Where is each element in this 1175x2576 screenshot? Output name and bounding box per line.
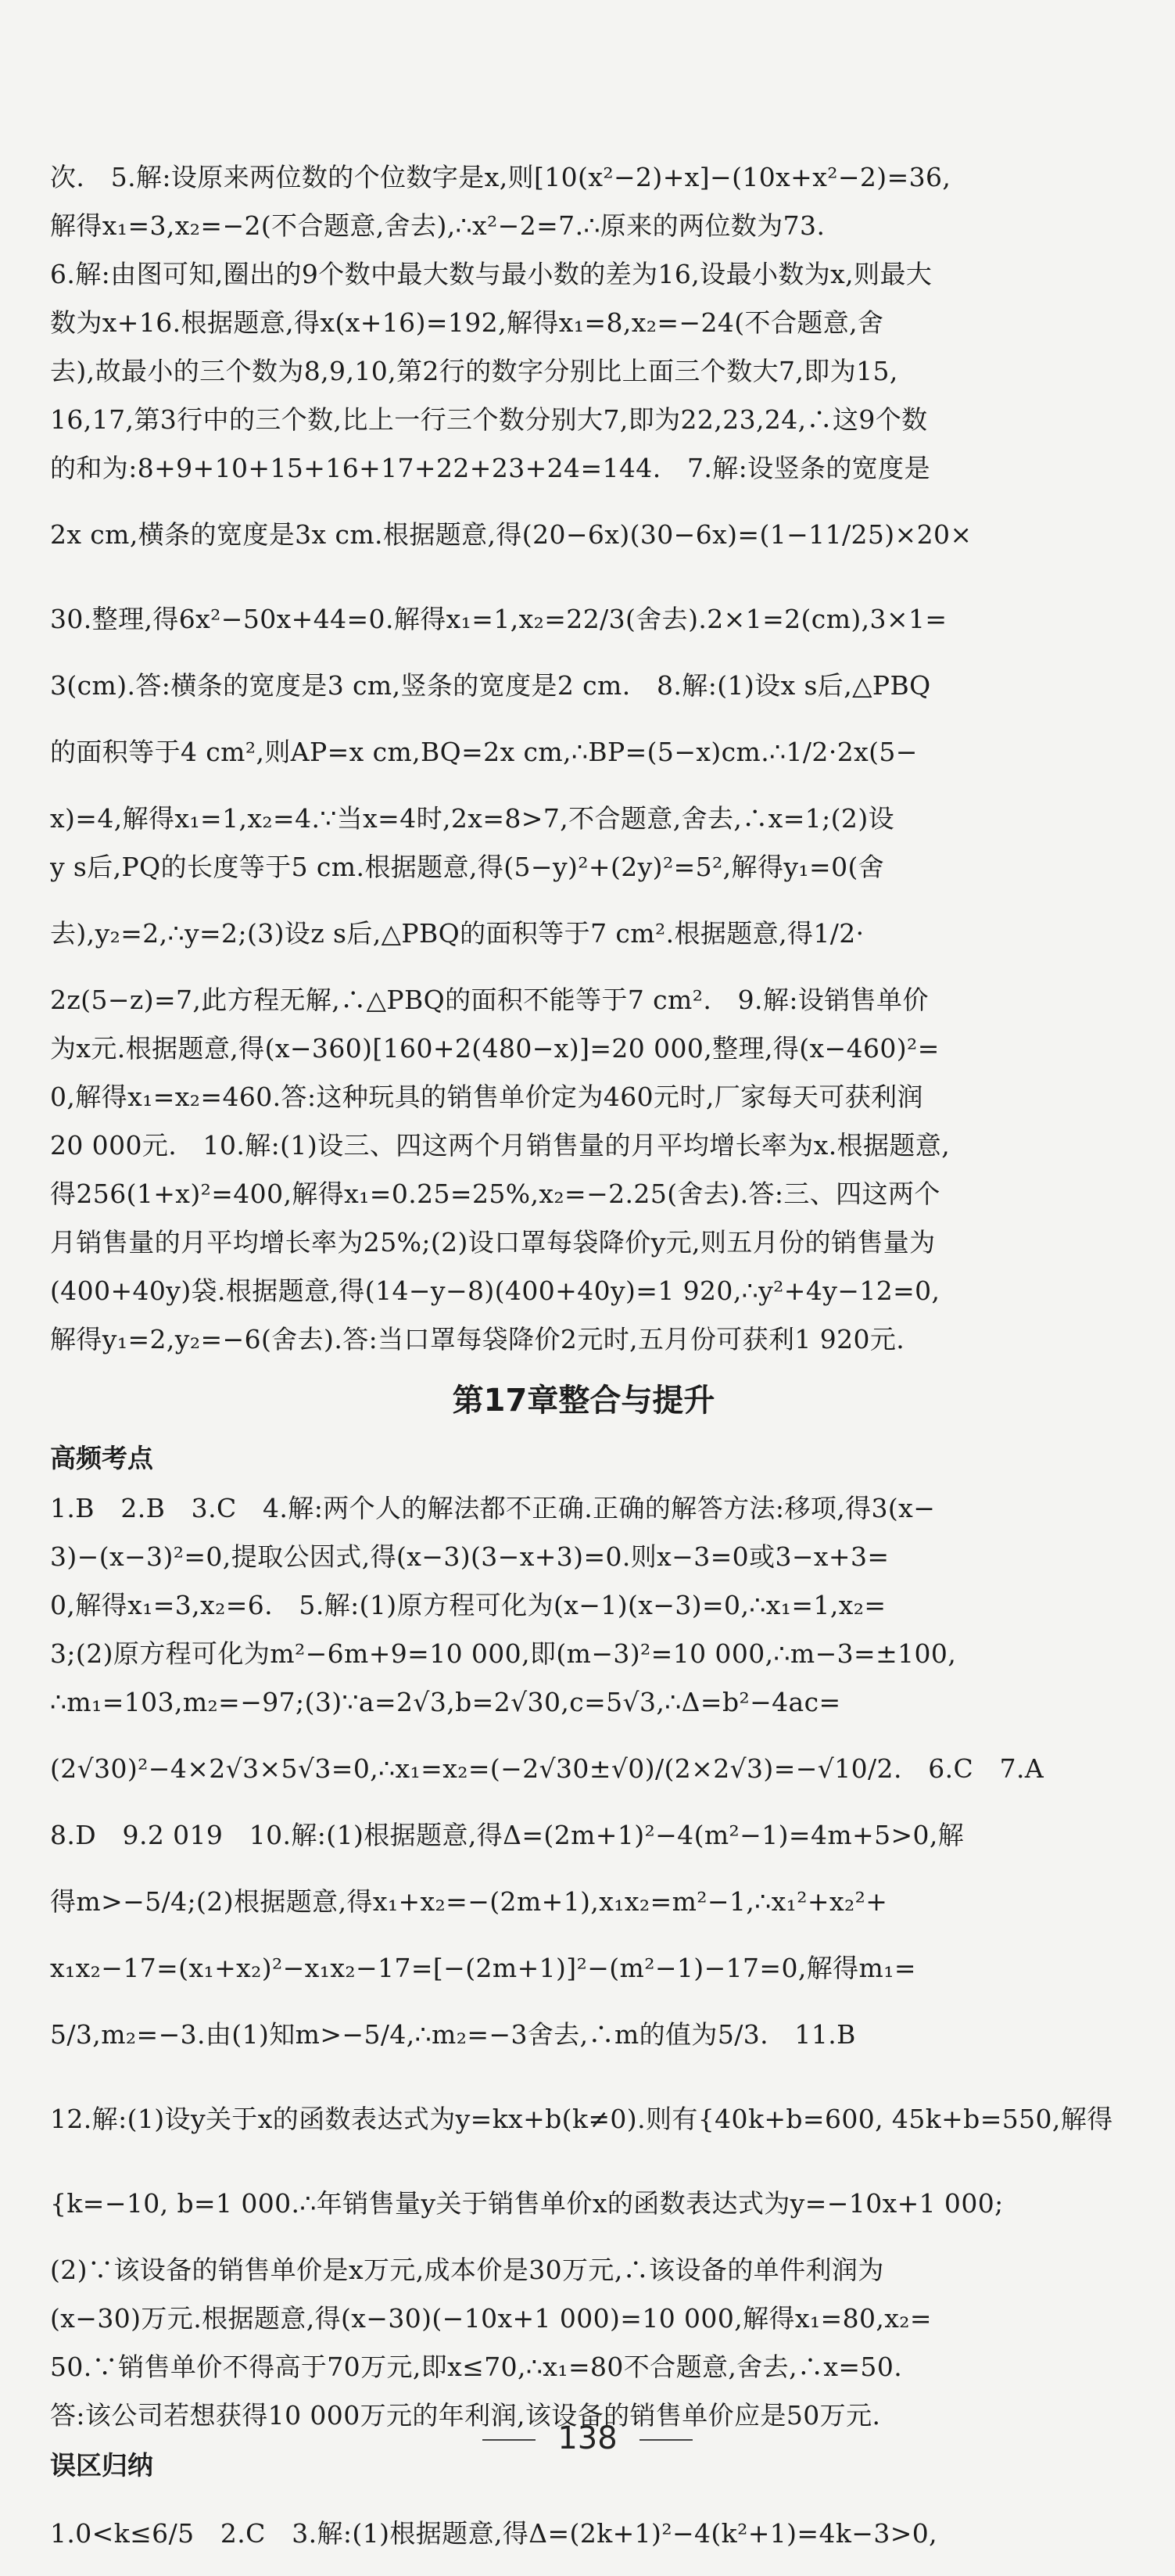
- text-line: 次. 5.解:设原来两位数的个位数字是x,则[10(x²−2)+x]−(10x+x²−2)=36,: [50, 162, 951, 192]
- text-line: 去),y₂=2,∴y=2;(3)设z s后,△PBQ的面积等于7 cm².根据题意,得1/2·: [50, 918, 865, 949]
- text-line: 3(cm).答:横条的宽度是3 cm,竖条的宽度是2 cm. 8.解:(1)设x s后,△PBQ: [50, 670, 931, 701]
- text-line: 2z(5−z)=7,此方程无解,∴△PBQ的面积不能等于7 cm². 9.解:设销售单价: [50, 985, 929, 1015]
- text-line: 解得x₁=3,x₂=−2(不合题意,舍去),∴x²−2=7.∴原来的两位数为73.: [50, 210, 826, 241]
- text-line: 8.D 9.2 019 10.解:(1)根据题意,得Δ=(2m+1)²−4(m²−1)=4m+5>0,解: [50, 1820, 965, 1850]
- text-line: 2x cm,横条的宽度是3x cm.根据题意,得(20−6x)(30−6x)=(1−11/25)×20×: [50, 519, 973, 550]
- answers-block-ch17: [50, 1484, 1117, 2440]
- text-line: 12.解:(1)设y关于x的函数表达式为y=kx+b(k≠0).则有{40k+b=600, 45k+b=550,解得: [50, 2104, 1113, 2134]
- answers-block-ch16: [50, 153, 1117, 1364]
- text-line: 答:该公司若想获得10 000万元的年利润,该设备的销售单价应是50万元.: [50, 2400, 881, 2431]
- text-line: 的和为:8+9+10+15+16+17+22+23+24=144. 7.解:设竖条的宽度是: [50, 453, 930, 483]
- text-line: (2√30)²−4×2√3×5√3=0,∴x₁=x₂=(−2√30±√0)/(2×2√3)=−√10/2. 6.C 7.A: [50, 1753, 1044, 1784]
- text-line: 3;(2)原方程可化为m²−6m+9=10 000,即(m−3)²=10 000,∴m−3=±100,: [50, 1638, 957, 1669]
- text-line: {k=−10, b=1 000.∴年销售量y关于销售单价x的函数表达式为y=−10x+1 000;: [50, 2188, 1004, 2219]
- text-line: 解得y₁=2,y₂=−6(舍去).答:当口罩每袋降价2元时,五月份可获利1 920元.: [50, 1324, 905, 1354]
- text-line: 3)−(x−3)²=0,提取公因式,得(x−3)(3−x+3)=0.则x−3=0或3−x+3=: [50, 1541, 890, 1572]
- text-line: (400+40y)袋.根据题意,得(14−y−8)(400+40y)=1 920,∴y²+4y−12=0,: [50, 1275, 940, 1306]
- text-line: 5/3,m₂=−3.由(1)知m>−5/4,∴m₂=−3舍去,∴m的值为5/3. 11.B: [50, 2019, 856, 2050]
- text-line: y s后,PQ的长度等于5 cm.根据题意,得(5−y)²+(2y)²=5²,解得y₁=0(舍: [50, 852, 885, 882]
- text-line: 数为x+16.根据题意,得x(x+16)=192,解得x₁=8,x₂=−24(不合题意,舍: [50, 307, 884, 338]
- text-line: 得m>−5/4;(2)根据题意,得x₁+x₂=−(2m+1),x₁x₂=m²−1,∴x₁²+x₂²+: [50, 1886, 888, 1917]
- text-line: 30.整理,得6x²−50x+44=0.解得x₁=1,x₂=22/3(舍去).2×1=2(cm),3×1=: [50, 604, 948, 634]
- section-title-mistakes: 误区归纳: [50, 2450, 153, 2481]
- text-line: x₁x₂−17=(x₁+x₂)²−x₁x₂−17=[−(2m+1)]²−(m²−1)−17=0,解得m₁=: [50, 1953, 916, 1983]
- text-line: 1.0<k≤6/5 2.C 3.解:(1)根据题意,得Δ=(2k+1)²−4(k²+1)=4k−3>0,: [50, 2518, 938, 2549]
- text-line: (x−30)万元.根据题意,得(x−30)(−10x+1 000)=10 000,解得x₁=80,x₂=: [50, 2303, 932, 2334]
- page-number: 138: [557, 2420, 618, 2456]
- text-line: 月销售量的月平均增长率为25%;(2)设口罩每袋降价y元,则五月份的销售量为: [50, 1227, 936, 1258]
- text-line: 6.解:由图可知,圈出的9个数中最大数与最小数的差为16,设最小数为x,则最大: [50, 259, 933, 289]
- footer-rule-right: [639, 2439, 693, 2441]
- text-line: (2)∵该设备的销售单价是x万元,成本价是30万元,∴该设备的单件利润为: [50, 2255, 884, 2285]
- footer-rule-left: [482, 2439, 536, 2441]
- text-line: 为x元.根据题意,得(x−360)[160+2(480−x)]=20 000,整理,得(x−460)²=: [50, 1033, 940, 1064]
- text-line: 0,解得x₁=3,x₂=6. 5.解:(1)原方程可化为(x−1)(x−3)=0,∴x₁=1,x₂=: [50, 1590, 887, 1620]
- answer-content: [50, 153, 1117, 2576]
- answers-block-mistakes: [50, 2492, 1117, 2576]
- text-line: 50.∵销售单价不得高于70万元,即x≤70,∴x₁=80不合题意,舍去,∴x=50.: [50, 2352, 903, 2382]
- text-line: 去),故最小的三个数为8,9,10,第2行的数字分别比上面三个数大7,即为15,: [50, 356, 898, 386]
- text-line: 的面积等于4 cm²,则AP=x cm,BQ=2x cm,∴BP=(5−x)cm.∴1/2·2x(5−: [50, 737, 918, 767]
- text-line: x)=4,解得x₁=1,x₂=4.∵当x=4时,2x=8>7,不合题意,舍去,∴x=1;(2)设: [50, 803, 895, 834]
- text-line: 得256(1+x)²=400,解得x₁=0.25=25%,x₂=−2.25(舍去).答:三、四这两个: [50, 1179, 940, 1209]
- text-line: 16,17,第3行中的三个数,比上一行三个数分别大7,即为22,23,24,∴这9个数: [50, 404, 928, 435]
- page-number-footer: [0, 2420, 1175, 2456]
- text-line: 1.B 2.B 3.C 4.解:两个人的解法都不正确.正确的解答方法:移项,得3(x−: [50, 1493, 936, 1523]
- text-line: 0,解得x₁=x₂=460.答:这种玩具的销售单价定为460元时,厂家每天可获利润: [50, 1082, 923, 1112]
- text-line: ∴m₁=103,m₂=−97;(3)∵a=2√3,b=2√30,c=5√3,∴Δ=b²−4ac=: [50, 1687, 841, 1717]
- chapter-title: 第17章整合与提升: [452, 1383, 715, 1419]
- text-line: 20 000元. 10.解:(1)设三、四这两个月销售量的月平均增长率为x.根据题意,: [50, 1130, 951, 1161]
- section-title-high-frequency: 高频考点: [50, 1443, 153, 1473]
